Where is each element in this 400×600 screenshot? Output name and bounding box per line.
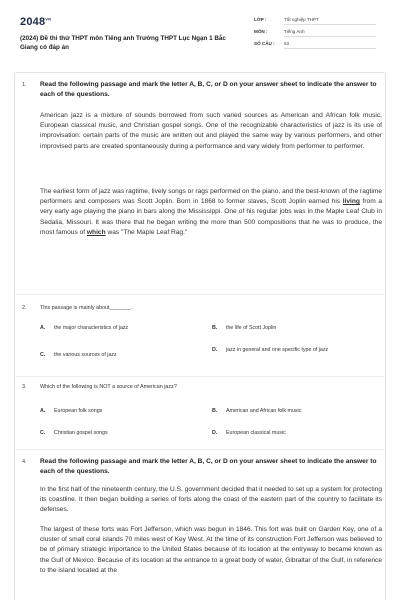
exam-meta [254,14,380,50]
option-d[interactable]: D. jazz in general and one specific type of jazz [212,347,329,353]
meta-question-count: SỐ CÂU : 53 [254,38,380,50]
question-stem: This passage is mainly about_______. [40,305,132,311]
divider [14,294,386,295]
passage-paragraph-2: The earliest form of jazz was ragtime, lively songs or rags performed on the piano, and the best-known of the ragtime performers and composers was Scott Joplin. Born in 1868 to former slaves, Scott Joplin earned his living from a very early age playing the piano in bars along the Mississippi. One of his regular jobs was in the Maple Leaf Club in Sedalia, Missouri. It was there that he began writing the more than 500 compositions that he was to produce, the most famous of which was "The Maple Leaf Rag." [40,188,382,236]
underlined-word-living: living [342,198,360,206]
question-heading: Read the following passage and mark the letter A, B, C, or D on your answer sheet to indicate the answer to each of the questions. [40,81,377,98]
option-b[interactable]: B. American and African folk music [212,408,302,414]
option-b[interactable]: B. the life of Scott Joplin [212,325,277,331]
passage-paragraph-1: American jazz is a mixture of sounds borrowed from such varied sources as American and African folk music, European classical music, and Christian gospel songs. One of the recognizable characteristics of jazz is its use of improvisation: certain parts of the music are written out and played the same way by various performers, and other improvised parts are created spontaneously during a performance and vary widely from performer to performer. [40,112,382,150]
option-a[interactable]: A. the major characteristics of jazz [40,325,129,331]
question-number: 3. [22,384,27,390]
page-header [0,0,400,68]
site-logo[interactable]: $2048^{VN}$ [20,16,52,28]
option-a[interactable]: A. European folk songs [40,408,103,414]
question-stem: Which of the following is NOT a source of American jazz? [40,384,177,390]
meta-subject: MÔN : Tiếng Anh [254,26,380,38]
divider [14,449,386,450]
question-heading: Read the following passage and mark the letter A, B, C, or D on your answer sheet to indicate the answer to each of the questions. [40,458,377,475]
passage-paragraph-1: In the first half of the nineteenth century, the U.S. government decided that it needed to set up a system for protecting its coastline. It then began building a series of forts along the coast of the eastern part of the country to facilitate its defenses. [40,486,382,514]
question-number: 1. [22,82,27,88]
option-c[interactable]: C. Christian gospel songs [40,430,108,436]
divider [14,376,386,377]
option-c[interactable]: C. the various sources of jazz [40,352,117,358]
passage-paragraph-2: The largest of these forts was Fort Jefferson, which was begun in 1846. This fort was built on Garden Key, one of a cluster of small coral islands 70 miles west of Key West. At the time of its construction Fort Jefferson was believed to be of primary strategic importance to the United States because of its location at the entryway to became known as the Gulf of Mexico. Because of its location at the entrance to a great body of water, Gibraltar of the Gulf, in reference to the island located at the [40,526,382,574]
meta-class: LỚP : Tốt nghiệp THPT [254,14,380,26]
question-number: 4. [22,459,27,465]
option-d[interactable]: D. European classical music [212,430,286,436]
question-number: 2. [22,305,27,311]
document-title: (2024) Đề thi thử THPT môn Tiếng anh Trường THPT Lục Ngạn 1 Bắc Giang có đáp án [20,35,226,51]
underlined-word-which: which [86,228,106,236]
